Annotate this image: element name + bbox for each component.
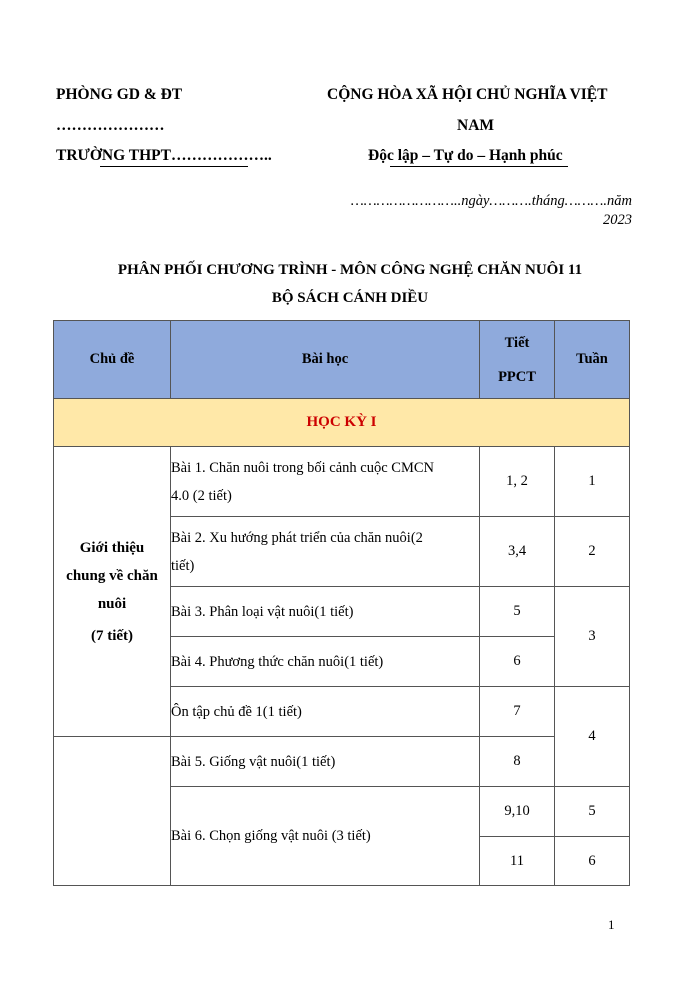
motto-underline <box>390 166 568 167</box>
period-cell: 5 <box>480 587 555 637</box>
period-cell: 8 <box>480 737 555 787</box>
header-lesson: Bài học <box>171 321 480 399</box>
header-topic: Chủ đề <box>54 321 171 399</box>
curriculum-table <box>53 320 630 886</box>
header-week: Tuần <box>555 321 630 399</box>
week-cell: 4 <box>555 687 630 787</box>
week-cell: 1 <box>555 447 630 517</box>
lesson-line: Bài 1. Chăn nuôi trong bối cảnh cuộc CMCN <box>171 459 434 476</box>
period-cell: 1, 2 <box>480 447 555 517</box>
lesson-cell: Bài 3. Phân loại vật nuôi(1 tiết) <box>171 587 480 637</box>
table-row <box>54 447 630 517</box>
department-blank: ………………… <box>56 117 165 134</box>
week-cell: 5 <box>555 787 630 837</box>
table-header-row <box>54 321 630 399</box>
document-title: PHÂN PHỐI CHƯƠNG TRÌNH - MÔN CÔNG NGHỆ CHĂN NUÔI 11 <box>117 262 583 278</box>
topic-cell-empty <box>54 737 171 886</box>
topic-line: Giới thiệu <box>79 539 145 556</box>
republic-title-cont: NAM <box>457 117 495 134</box>
period-cell: 7 <box>480 687 555 737</box>
date-year: 2023 <box>603 212 632 228</box>
lesson-line: tiết) <box>171 557 195 574</box>
lesson-line: 4.0 (2 tiết) <box>171 487 232 504</box>
week-cell: 2 <box>555 517 630 587</box>
department-label: PHÒNG GD & ĐT <box>56 86 183 103</box>
header-period-line1: Tiết <box>504 334 530 351</box>
period-cell: 9,10 <box>480 787 555 837</box>
republic-title: CỘNG HÒA XÃ HỘI CHỦ NGHĨA VIỆT <box>327 86 608 103</box>
lesson-cell: Bài 6. Chọn giống vật nuôi (3 tiết) <box>171 787 480 886</box>
lesson-cell: Bài 5. Giống vật nuôi(1 tiết) <box>171 737 480 787</box>
school-label: TRƯỜNG THPT……………….. <box>56 147 272 164</box>
semester-row <box>54 399 630 447</box>
period-cell: 3,4 <box>480 517 555 587</box>
topic-line: nuôi <box>97 595 127 612</box>
motto: Độc lập – Tự do – Hạnh phúc <box>368 147 563 164</box>
document-subtitle: BỘ SÁCH CÁNH DIỀU <box>271 290 429 306</box>
lesson-cell <box>171 447 480 517</box>
period-cell: 6 <box>480 637 555 687</box>
topic-cell <box>54 447 171 737</box>
lesson-line: Bài 2. Xu hướng phát triển của chăn nuôi(2 <box>171 529 423 546</box>
week-cell: 6 <box>555 837 630 886</box>
lesson-cell <box>171 517 480 587</box>
period-cell: 11 <box>480 837 555 886</box>
topic-line: chung về chăn <box>66 567 158 584</box>
topic-line: (7 tiết) <box>90 627 134 644</box>
date-line: ……………………..ngày……….tháng……….năm <box>350 193 632 209</box>
school-underline <box>100 166 248 167</box>
header-period <box>480 321 555 399</box>
lesson-cell: Ôn tập chủ đề 1(1 tiết) <box>171 687 480 737</box>
header-period-line2: PPCT <box>498 368 536 385</box>
page-number: 1 <box>608 917 615 932</box>
table-row <box>54 737 630 787</box>
semester-label: HỌC KỲ I <box>54 399 630 447</box>
week-cell: 3 <box>555 587 630 687</box>
lesson-cell: Bài 4. Phương thức chăn nuôi(1 tiết) <box>171 637 480 687</box>
